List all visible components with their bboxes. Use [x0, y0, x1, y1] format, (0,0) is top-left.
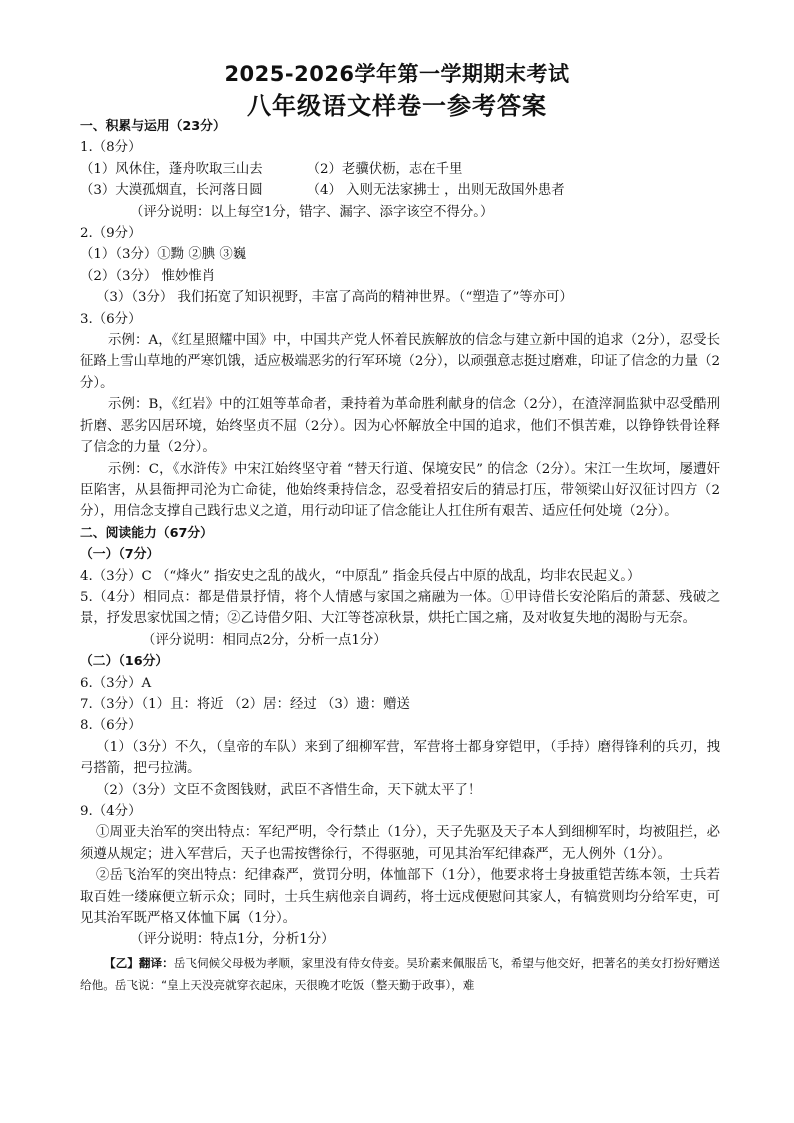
q1-answer-2: （2）老骥伏枥，志在千里 [306, 161, 463, 177]
exam-title: 2025-2026学年第一学期期末考试 [224, 62, 570, 86]
translation-text: 岳飞伺候父母极为孝顺，家里没有侍女侍妾。吴玠素来佩服岳飞，希望与他交好，把著名的美女打扮好赠送给他。岳飞说：“皇上天没亮就穿衣起床，天很晚才吃饭（整天勤于政事），难 [80, 955, 720, 992]
section2-heading: 二、阅读能力（67分） [80, 525, 213, 541]
q2-answer-1: （1）（3分）①黝 ②腆 ③巍 [80, 247, 247, 263]
q8-number: 8.（6分） [80, 718, 142, 734]
q3-example-b: 示例：B，《红岩》中的江姐等革命者，秉持着为革命胜利献身的信念（2分），在渣滓洞监狱中忍受酷刑折磨、恶劣囚居环境，始终坚贞不屈（2分）。因为心怀解放全中国的追求，他们不惧苦难，以铮铮铁骨诠释了信念的力量（2分）。 [80, 397, 720, 456]
q9-scoring-note: （评分说明：特点1分，分析1分） [130, 932, 335, 948]
q3-example-a: 示例：A，《红星照耀中国》中，中国共产党人怀着民族解放的信念与建立新中国的追求（2分），忍受长征路上雪山草地的严寒饥饿，适应极端恶劣的行军环境（2分），以顽强意志挺过磨难，印证了信念的力量（2分）。 [80, 333, 720, 391]
q1-answer-1: （1）风休住，蓬舟吹取三山去 [80, 161, 263, 177]
q1-number: 1.（8分） [80, 140, 142, 156]
q9-answer-2: ②岳飞治军的突出特点：纪律森严，赏罚分明，体恤部下（1分），他要求将士身披重铠苦练本领，士兵若取百姓一缕麻便立斩示众；同时，士兵生病他亲自调药，将士远戍便慰问其家人，有犒赏则均分给军吏，可见其治军既严格又体恤下属（1分）。 [80, 868, 720, 927]
q4-answer: 4.（3分）C （“烽火” 指安史之乱的战火，“中原乱” 指金兵侵占中原的战乱，均非农民起义。） [80, 568, 641, 584]
q2-number: 2.（9分） [80, 226, 142, 242]
q6-answer: 6.（3分）A [80, 675, 152, 691]
q5-scoring-note: （评分说明：相同点2分，分析一点1分） [142, 632, 387, 648]
part1-heading: （一）（7分） [80, 547, 160, 563]
q8-answer-1: （1）（3分）不久，（皇帝的车队）来到了细柳军营，军营将士都身穿铠甲，（手持）磨得锋利的兵刃，拽弓搭箭，把弓拉满。 [80, 739, 720, 777]
q1-answer-3: （3）大漠孤烟直，长河落日圆 [80, 183, 263, 199]
part2-heading: （二）（16分） [80, 654, 169, 670]
q3-number: 3.（6分） [80, 311, 142, 327]
q1-scoring-note: （评分说明：以上每空1分，错字、漏字、添字该空不得分。） [130, 204, 494, 220]
q8-answer-2: （2）（3分）文臣不贪图钱财，武臣不吝惜生命，天下就太平了！ [96, 782, 482, 798]
section1-heading: 一、积累与运用（23分） [80, 119, 226, 134]
q1-answer-row1 [80, 159, 720, 180]
translation-paragraph [80, 952, 720, 996]
q3-example-c: 示例：C，《水浒传》中宋江始终坚守着 “替天行道、保境安民” 的信念（2分）。宋江一生坎坷，屡遭奸臣陷害，从县衙押司沦为亡命徒，他始终秉持信念，忍受着招安后的猜忌打压，带领梁山好汉征讨四方（2分），用信念支撑自己践行忠义之道，用行动印证了信念能让人扛住所有艰苦、适应任何处境（2分）。 [80, 461, 720, 520]
q7-answer: 7.（3分）（1）且：将近 （2）居：经过 （3）遗：赠送 [80, 696, 410, 712]
q2-answer-2: （2）（3分） 惟妙惟肖 [80, 268, 216, 284]
q9-answer-1: ①周亚夫治军的突出特点：军纪严明，令行禁止（1分），天子先驱及天子本人到细柳军时，均被阻拦，必须遵从规定；进入军营后，天子也需按辔徐行，不得驱驰，可见其治军纪律森严，无人例外（1分）。 [80, 825, 720, 862]
q1-answer-4: （4） 入则无法家拂士 ，出则无敌国外患者 [306, 183, 565, 199]
q2-answer-3: （3）（3分） 我们拓宽了知识视野，丰富了高尚的精神世界。（“塑造了”等亦可） [96, 290, 573, 306]
exam-subtitle: 八年级语文样卷一参考答案 [247, 92, 547, 120]
q9-number: 9.（4分） [80, 804, 142, 819]
q1-answer-row2 [80, 180, 720, 201]
answer-content [80, 116, 720, 996]
q5-answer: 5.（4分）相同点：都是借景抒情，将个人情感与家国之痛融为一体。①甲诗借长安沦陷后的萧瑟、残破之景，抒发思家忧国之情；②乙诗借夕阳、大江等苍凉秋景，烘托亡国之痛，及对收复失地的渴盼与无奈。 [80, 589, 720, 627]
translation-label: 【乙】翻译： [104, 955, 174, 970]
